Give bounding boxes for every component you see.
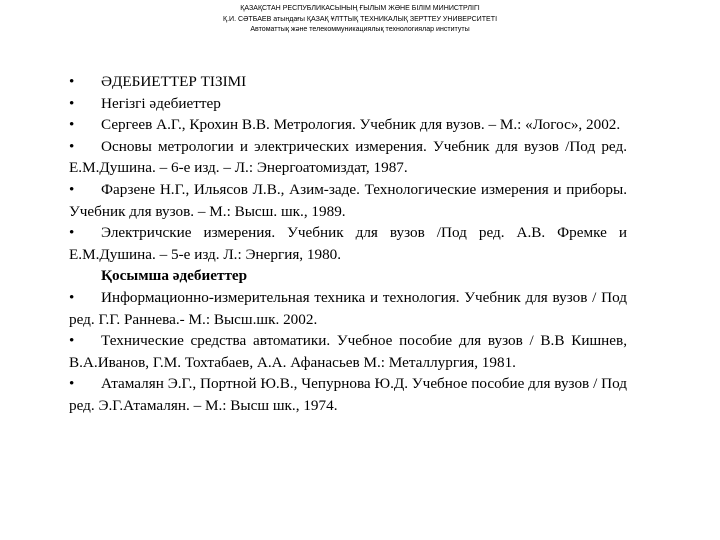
bullet-icon: • — [69, 332, 75, 350]
additional-heading: Қосымша әдебиеттер — [101, 267, 248, 285]
bullet-icon: • — [69, 288, 75, 306]
document-header — [22, 3, 699, 35]
list-item: • Технические средства автоматики. Учебное пособие для вузов / В.В Кишнев, В.А.Иванов, Г.М. Тохтабаев, А.А. Афанасьев М.: Металлургия, 1981. — [69, 332, 627, 371]
list-item: • Информационно-измерительная техника и технология. Учебник для вузов / Под ред. Г.Г. Раннева.- М.: Высш.шк. 2002. — [69, 288, 627, 328]
bullet-icon: • — [69, 94, 75, 112]
list-item: • Электричские измерения. Учебник для вузов /Под ред. А.В. Фремке и Е.М.Душина. – 5-е изд. Л.: Энергия, 1980. — [69, 224, 627, 263]
institute-line: Автоматтық және телекоммуникациялық технологиялар институты — [250, 24, 470, 33]
bullet-icon: • — [69, 180, 75, 198]
bullet-icon: • — [69, 116, 75, 134]
university-line: Қ.И. СӘТБАЕВ атындағы ҚАЗАҚ ҰЛТТЫҚ ТЕХНИКАЛЫҚ ЗЕРТТЕУ УНИВЕРСИТЕТІ — [222, 13, 498, 23]
list-item: • Атамалян Э.Г., Портной Ю.В., Чепурнова Ю.Д. Учебное пособие для вузов / Под ред. Э.Г.Атамалян. – М.: Высш шк., 1974. — [69, 375, 627, 414]
bullet-icon: • — [69, 137, 75, 155]
reference-list — [69, 71, 627, 417]
bullet-icon: • — [69, 375, 75, 393]
ministry-line: ҚАЗАҚСТАН РЕСПУБЛИКАСЫНЫҢ ҒЫЛЫМ ЖӘНЕ БІЛІМ МИНИСТРЛІГІ — [240, 3, 480, 12]
list-item: • Фарзене Н.Г., Ильясов Л.В., Азим-заде. Технологические измерения и приборы. Учебник для вузов. – М.: Высш. шк., 1989. — [69, 180, 627, 220]
list-title: • ӘДЕБИЕТТЕР ТІЗІМІ — [69, 71, 627, 93]
list-item: • Сергеев А.Г., Крохин В.В. Метрология. Учебник для вузов. – М.: «Логос», 2002. — [69, 114, 627, 136]
bullet-icon: • — [69, 224, 75, 242]
main-heading: • Негізгі әдебиеттер — [69, 93, 627, 115]
bullet-icon: • — [69, 73, 75, 90]
list-item: • Основы метрологии и электрических измерения. Учебник для вузов /Под ред. Е.М.Душина. – 6-е изд. – Л.: Энергоатомиздат, 1987. — [69, 137, 627, 177]
